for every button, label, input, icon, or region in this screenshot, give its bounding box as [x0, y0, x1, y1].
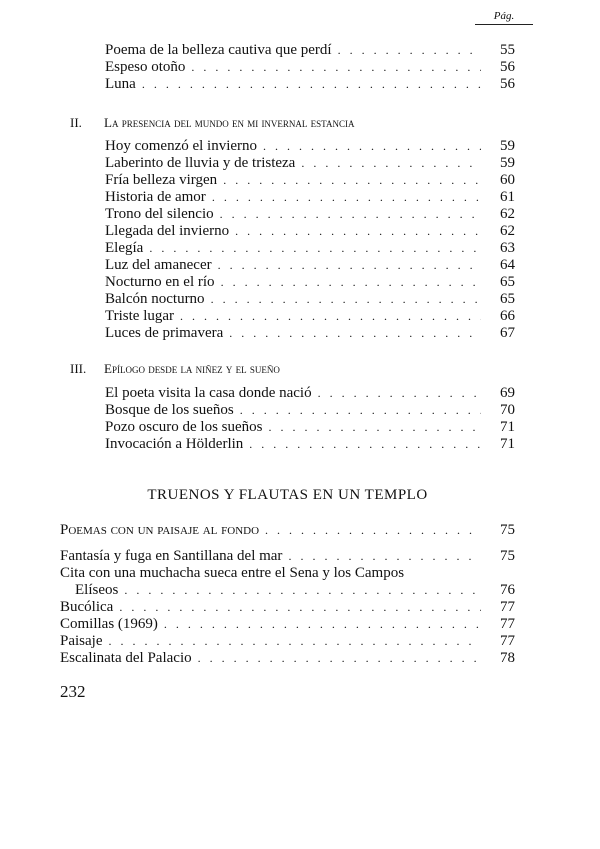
entry-page: 65 [500, 274, 515, 290]
toc-entry [105, 274, 515, 291]
entry-page: 62 [500, 223, 515, 239]
entry-title: Fría belleza virgen [105, 172, 218, 188]
dot-leader [301, 155, 481, 172]
entry-title: Poema de la belleza cautiva que perdí [105, 42, 332, 58]
entry-page: 65 [500, 291, 515, 307]
toc-entry [105, 385, 515, 402]
subsection-title: Poemas con un paisaje al fondo [60, 522, 260, 538]
dot-leader [198, 650, 481, 667]
dot-leader [223, 172, 481, 189]
dot-leader [212, 189, 481, 206]
dot-leader [180, 308, 481, 325]
entry-title: Escalinata del Palacio [60, 650, 192, 666]
toc-entry [105, 308, 515, 325]
toc-entry [60, 650, 515, 667]
entry-page: 61 [500, 189, 515, 205]
dot-leader [288, 548, 481, 565]
entry-page: 71 [500, 436, 515, 452]
toc-entry [105, 240, 515, 257]
dot-leader [119, 599, 481, 616]
toc-entry [60, 616, 515, 633]
entry-title: Laberinto de lluvia y de tristeza [105, 155, 296, 171]
dot-leader [229, 325, 481, 342]
entry-title: Bucólica [60, 599, 114, 615]
entry-title: Invocación a Hölderlin [105, 436, 244, 452]
entry-title: Nocturno en el río [105, 274, 215, 290]
entry-page: 56 [500, 76, 515, 92]
toc-entry [75, 582, 515, 599]
dot-leader [249, 436, 481, 453]
entry-title: Comillas (1969) [60, 616, 158, 632]
entry-page: 63 [500, 240, 515, 256]
entry-title: Paisaje [60, 633, 103, 649]
toc-entry [105, 59, 515, 76]
subsection-heading [60, 522, 515, 539]
dot-leader [265, 522, 481, 539]
entry-page: 62 [500, 206, 515, 222]
entry-page: 59 [500, 155, 515, 171]
entry-page: 70 [500, 402, 515, 418]
dot-leader [218, 257, 481, 274]
entry-page: 67 [500, 325, 515, 341]
toc-entry [60, 633, 515, 650]
entry-page: 59 [500, 138, 515, 154]
toc-entry [105, 223, 515, 240]
entry-title: Hoy comenzó el invierno [105, 138, 258, 154]
entry-title: Balcón nocturno [105, 291, 205, 307]
dot-leader [124, 582, 481, 599]
entry-title: Llegada del invierno [105, 223, 230, 239]
entry-title: Historia de amor [105, 189, 206, 205]
entry-page: 75 [500, 548, 515, 564]
pag-header: Pág. [475, 10, 533, 25]
toc-entry [105, 189, 515, 206]
dot-leader [269, 419, 482, 436]
section-title: Epílogo desde la niñez y el sueño [104, 361, 280, 376]
dot-leader [240, 402, 481, 419]
entry-page: 77 [500, 616, 515, 632]
toc-entry [60, 548, 515, 565]
entry-page: 71 [500, 419, 515, 435]
toc-entry-line: Cita con una muchacha sueca entre el Sena y los Campos [60, 565, 405, 581]
toc-entry [105, 257, 515, 274]
entry-page: 78 [500, 650, 515, 666]
toc-entry [105, 42, 515, 59]
entry-title: Triste lugar [105, 308, 175, 324]
entry-title: Fantasía y fuga en Santillana del mar [60, 548, 283, 564]
entry-page: 56 [500, 59, 515, 75]
entry-title: Luna [105, 76, 136, 92]
entry-page: 64 [500, 257, 515, 273]
entry-title: Elíseos [75, 582, 119, 598]
dot-leader [220, 206, 481, 223]
section-number: III. [70, 361, 87, 376]
section-number: II. [70, 115, 82, 130]
section-title: La presencia del mundo en mi invernal estancia [104, 115, 355, 130]
dot-leader [263, 138, 481, 155]
dot-leader [221, 274, 481, 291]
toc-entry [105, 325, 515, 342]
entry-title: Luces de primavera [105, 325, 224, 341]
entry-title: El poeta visita la casa donde nació [105, 385, 312, 401]
dot-leader [149, 240, 481, 257]
dot-leader [338, 42, 481, 59]
toc-entry [105, 172, 515, 189]
entry-title: Espeso otoño [105, 59, 186, 75]
entry-page: 77 [500, 633, 515, 649]
toc-entry [105, 76, 515, 93]
toc-entry [105, 436, 515, 453]
toc-entry [105, 291, 515, 308]
book-title: TRUENOS Y FLAUTAS EN UN TEMPLO [147, 487, 428, 503]
toc-entry [105, 402, 515, 419]
section-heading-iii [70, 361, 520, 377]
entry-title: Trono del silencio [105, 206, 214, 222]
entry-page: 77 [500, 599, 515, 615]
entry-title: Elegía [105, 240, 144, 256]
entry-page: 66 [500, 308, 515, 324]
toc-entry [105, 155, 515, 172]
entry-page: 60 [500, 172, 515, 188]
entry-page: 76 [500, 582, 515, 598]
dot-leader [211, 291, 481, 308]
dot-leader [142, 76, 481, 93]
dot-leader [191, 59, 481, 76]
entry-title: Bosque de los sueños [105, 402, 234, 418]
dot-leader [164, 616, 481, 633]
toc-entry [105, 138, 515, 155]
entry-title: Pozo oscuro de los sueños [105, 419, 263, 435]
toc-entry [60, 599, 515, 616]
toc-entry [105, 206, 515, 223]
entry-page: 69 [500, 385, 515, 401]
toc-entry [105, 419, 515, 436]
entry-page: 75 [500, 522, 515, 538]
entry-title: Luz del amanecer [105, 257, 212, 273]
dot-leader [235, 223, 481, 240]
dot-leader [109, 633, 482, 650]
dot-leader [318, 385, 481, 402]
page-number: 232 [60, 682, 86, 701]
section-heading-ii [70, 115, 520, 131]
entry-page: 55 [500, 42, 515, 58]
